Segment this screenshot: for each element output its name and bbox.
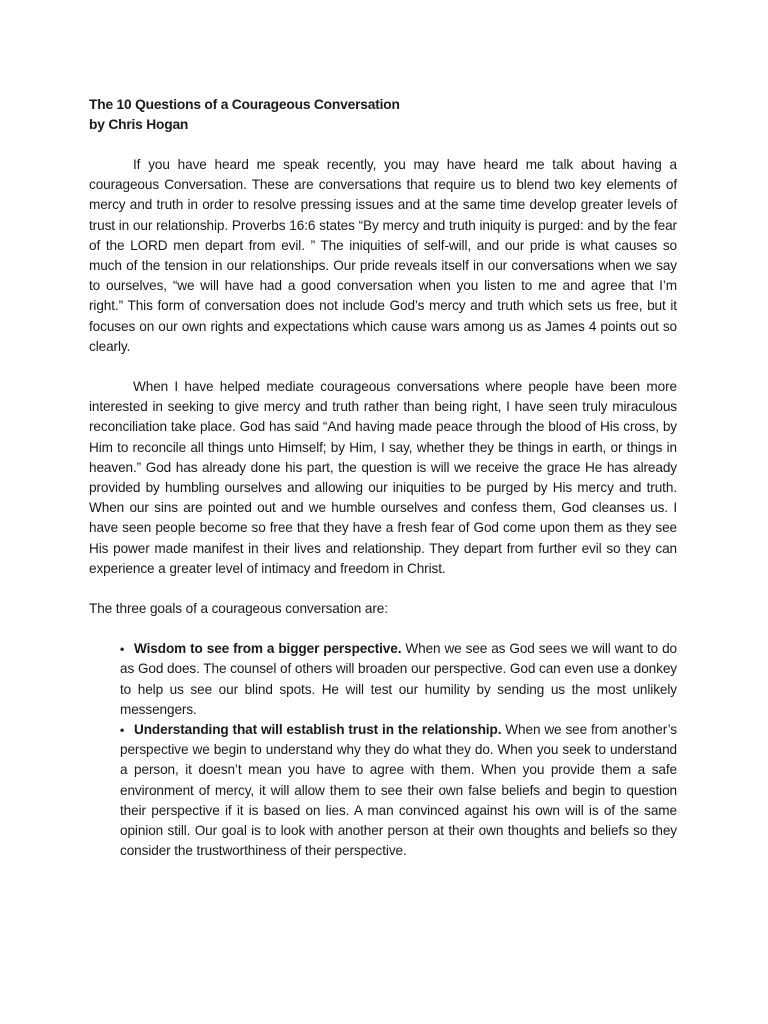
bullet-icon: • [120, 723, 125, 738]
document-byline: by Chris Hogan [89, 117, 189, 132]
goal-lead: Understanding that will establish trust in the relationship. [134, 722, 502, 738]
goals-intro: The three goals of a courageous conversation are: [89, 601, 388, 617]
document-title: The 10 Questions of a Courageous Conversation [89, 97, 400, 112]
goal-lead: Wisdom to see from a bigger perspective. [134, 641, 402, 657]
goal-text: When we see as God sees we will want to do as God does. The counsel of others will broaden our perspective. God can even use a donkey to help us see our blind spots. He will test our humility by sending us the most unlikely messengers. [120, 641, 677, 717]
title-block [89, 95, 677, 135]
goal-item-wisdom [120, 639, 677, 720]
paragraph-intro: If you have heard me speak recently, you may have heard me talk about having a courageous Conversation. These are conversations that require us to blend two key elements of mercy and truth in order to resolve pressing issues and at the same time develop greater levels of trust in our relationship. Proverbs 16:6 states “By mercy and truth iniquity is purged: and by the fear of the LORD men depart from evil. ” The iniquities of self-will, and our pride is what causes so much of the tension in our relationships. Our pride reveals itself in our conversations when we say to ourselves, “we will have had a good conversation when you listen to me and agree that I’m right.” This form of conversation does not include God’s mercy and truth which sets us free, but it focuses on our own rights and expectations which cause wars among us as James 4 points out so clearly. [89, 157, 677, 354]
paragraph-reconciliation: When I have helped mediate courageous conversations where people have been more interested in seeking to give mercy and truth rather than being right, I have seen truly miraculous reconciliation take place. God has said “And having made peace through the blood of His cross, by Him to reconcile all things unto Himself; by Him, I say, whether they be things in earth, or things in heaven.” God has already done his part, the question is will we receive the grace He has already provided by humbling ourselves and allowing our iniquities to be purged by His mercy and truth. When our sins are pointed out and we humble ourselves and confess them, God cleanses us. I have seen people become so free that they have a fresh fear of God come upon them as they see His power made manifest in their lives and relationship. They depart from further evil so they can experience a greater level of intimacy and freedom in Christ. [89, 379, 677, 576]
bullet-icon: • [120, 642, 125, 657]
goal-item-understanding [120, 720, 677, 861]
goal-text: When we see from another’s perspective we begin to understand why they do what they do. When you seek to understand a person, it doesn’t mean you have to agree with them. When you provide them a safe environment of mercy, it will allow them to see their own false beliefs and begin to question their perspective if it is based on lies. A man convinced against his own will is of the same opinion still. Our goal is to look with another person at their own thoughts and beliefs so they consider the trustworthiness of their perspective. [120, 722, 677, 859]
goals-list [89, 639, 677, 861]
